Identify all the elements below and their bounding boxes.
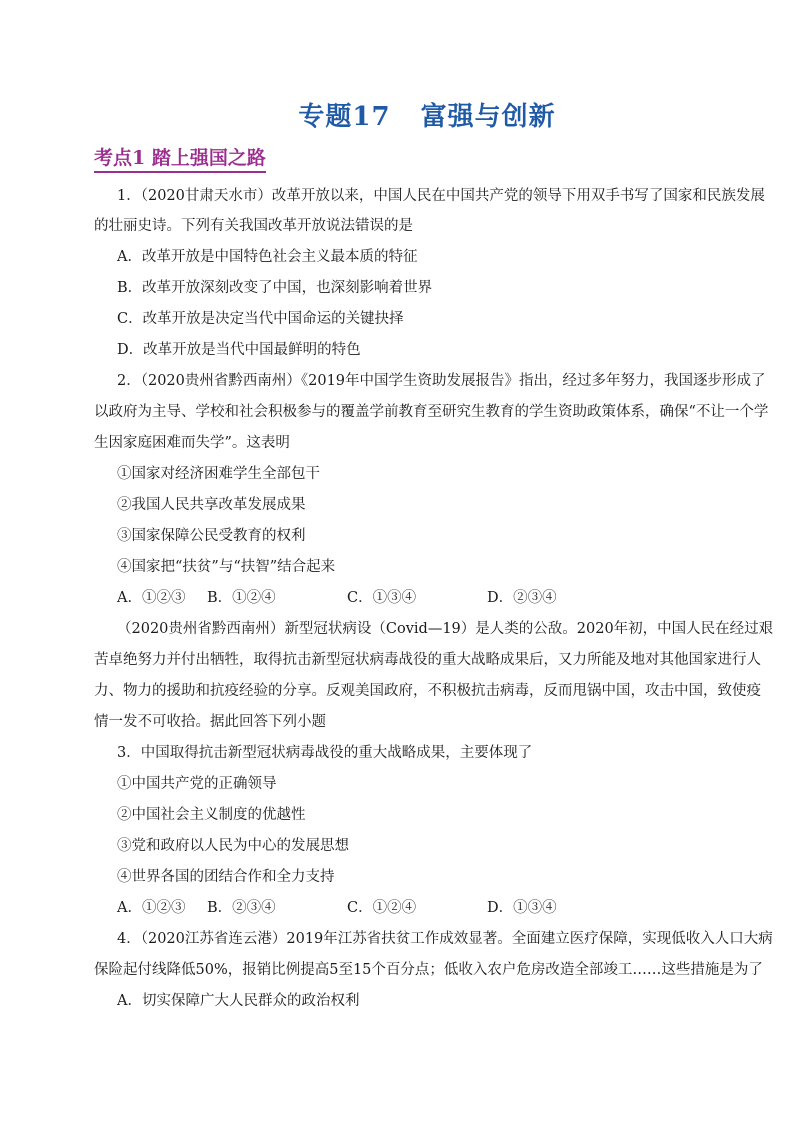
q2-item-1: ①国家对经济困难学生全部包干 [117, 466, 320, 482]
q2-choice-b: B．①②④ [207, 590, 276, 606]
q4-option-a: A．切实保障广大人民群众的政治权利 [117, 993, 360, 1009]
q2-choice-d: D．②③④ [487, 590, 557, 606]
q3-choice-a: A．①②③ [117, 900, 186, 916]
q1-option-d: D．改革开放是当代中国最鲜明的特色 [117, 342, 361, 358]
q2-item-3: ③国家保障公民受教育的权利 [117, 528, 306, 544]
q1-option-b: B．改革开放深刻改变了中国，也深刻影响着世界 [117, 280, 433, 296]
q2-item-4: ④国家把“扶贫”与“扶智”结合起来 [117, 559, 336, 575]
q1-option-a: A．改革开放是中国特色社会主义最本质的特征 [117, 249, 418, 265]
q1-option-c: C．改革开放是决定当代中国命运的关键抉择 [117, 311, 404, 327]
q3-item-1: ①中国共产党的正确领导 [117, 776, 277, 792]
passage-line-4: 情一发不可收拾。据此回答下列小题 [94, 714, 326, 730]
title-prefix: 专题17 [298, 102, 391, 132]
page-title [0, 96, 794, 133]
q3-choice-d: D．①③④ [487, 900, 557, 916]
q1-line-2: 的壮丽史诗。下列有关我国改革开放说法错误的是 [94, 218, 413, 234]
title-main: 富强与创新 [420, 102, 556, 132]
section-heading: 考点1 踏上强国之路 [94, 145, 266, 173]
q3-item-3: ③党和政府以人民为中心的发展思想 [117, 838, 349, 854]
q2-line-3: 生因家庭困难而失学”。这表明 [94, 435, 290, 451]
q2-line-1: 2．（2020贵州省黔西南州）《2019年中国学生资助发展报告》指出，经过多年努力，我国逐步形成了 [117, 373, 766, 389]
passage-line-2: 苦卓绝努力并付出牺牲，取得抗击新型冠状病毒战役的重大战略成果后，又力所能及地对其他国家进行人 [94, 652, 761, 668]
q2-choice-c: C．①③④ [347, 590, 417, 606]
q3-item-2: ②中国社会主义制度的优越性 [117, 807, 306, 823]
q2-choice-a: A．①②③ [117, 590, 186, 606]
q3-choice-c: C．①②④ [347, 900, 417, 916]
q4-line-1: 4．（2020江苏省连云港）2019年江苏省扶贫工作成效显著。全面建立医疗保障，实现低收入人口大病 [117, 931, 773, 947]
passage-line-1: （2020贵州省黔西南州）新型冠状病设（Covid—19）是人类的公敌。2020年初，中国人民在经过艰 [117, 621, 774, 637]
q3-choice-b: B．②③④ [207, 900, 276, 916]
q4-line-2: 保险起付线降低50%，报销比例提高5至15个百分点；低收入农户危房改造全部竣工……这些措施是为了 [94, 962, 763, 978]
q2-item-2: ②我国人民共享改革发展成果 [117, 497, 306, 513]
q3-item-4: ④世界各国的团结合作和全力支持 [117, 869, 335, 885]
q1-line-1: 1．（2020甘肃天水市）改革开放以来，中国人民在中国共产党的领导下用双手书写了国家和民族发展 [117, 188, 765, 204]
q2-line-2: 以政府为主导、学校和社会积极参与的覆盖学前教育至研究生教育的学生资助政策体系，确保“不让一个学 [94, 404, 769, 420]
q3-line-1: 3．中国取得抗击新型冠状病毒战役的重大战略成果，主要体现了 [117, 745, 533, 761]
passage-line-3: 力、物力的援助和抗疫经验的分享。反观美国政府，不积极抗击病毒，反而甩锅中国，攻击中国，致使疫 [94, 683, 761, 699]
